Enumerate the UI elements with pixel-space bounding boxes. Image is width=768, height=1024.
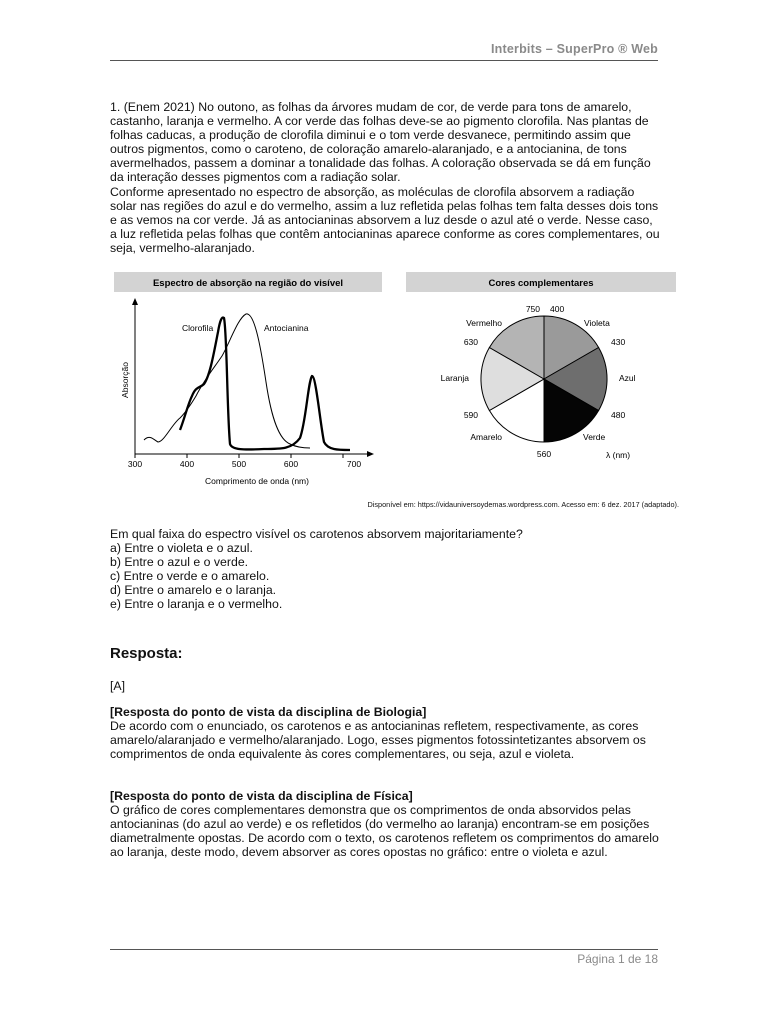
x-axis-arrow-icon [367,451,374,457]
x-tick-500: 500 [231,459,247,469]
question-block [110,527,660,612]
wheel-label-amarelo: Amarelo [470,432,502,442]
question-intro [110,100,660,255]
wl-560: 560 [536,449,552,459]
resposta-title: Resposta: [110,645,183,662]
spectrum-title: Espectro de absorção na região do visível [152,278,344,289]
chlorophyll-curve [180,318,350,450]
wheel-label-vermelho: Vermelho [466,318,502,328]
spectrum-xlabel: Comprimento de onda (nm) [205,476,309,486]
wl-630: 630 [463,337,478,347]
chlorophyll-label: Clorofila [182,323,214,333]
x-ticks [135,454,343,458]
page-header [110,42,658,61]
wheel-label-violeta: Violeta [584,318,610,328]
wheel-label-azul: Azul [619,373,636,383]
option-d: d) Entre o amarelo e o laranja. [110,583,277,598]
wl-590: 590 [463,410,478,420]
option-e: e) Entre o laranja e o vermelho. [110,597,283,612]
y-axis-arrow-icon [132,298,138,305]
intro-paragraph-1 [110,100,660,185]
figure [114,272,679,514]
header-brand: Interbits – SuperPro ® Web [491,42,658,56]
wheel-label-laranja: Laranja [440,373,469,383]
wheel-unit: λ (nm) [606,450,631,460]
biologia-block [110,705,660,761]
spectrum-ylabel: Absorção [120,362,130,398]
wl-400: 400 [550,304,565,314]
x-tick-300: 300 [127,459,143,469]
question-stem: Em qual faixa do espectro visível os carotenos absorvem majoritariamente? [110,527,523,541]
biologia-heading: [Resposta do ponto de vista da disciplina de Biologia] [110,705,427,719]
fisica-heading: [Resposta do ponto de vista da disciplina de Física] [110,789,413,803]
option-a: a) Entre o violeta e o azul. [110,541,253,556]
figure-graphics [114,272,679,514]
option-b: b) Entre o azul e o verde. [110,555,249,570]
question-number: 1. [110,100,121,114]
wheel-label-verde: Verde [583,432,606,442]
wl-430: 430 [611,337,626,347]
anthocyanin-label: Antocianina [264,323,309,333]
wheel-title: Cores complementares [488,278,594,289]
x-tick-400: 400 [179,459,195,469]
figure-source: Disponível em: https://vidauniversoydemas.wordpress.com. Acesso em: 6 dez. 2017 (adaptado). [367,500,679,509]
color-wheel [481,316,607,442]
x-tick-700: 700 [346,459,362,469]
intro-paragraph-2: Conforme apresentado no espectro de absorção, as moléculas de clorofila absorvem a radiação solar nas regiões do azul e do vermelho, assim a luz refletida pelas folhas tem falta desses dois tons e as vemos na cor verde. Já as antocianinas absorvem a luz desde o azul até o verde. Nesse caso, a luz refletida pelas folhas que contêm antocianinas aparece conforme as cores complementares, ou seja, vermelho-alaranjado. [110,184,660,255]
page-number: Página 1 de 18 [577,952,658,966]
x-tick-600: 600 [283,459,299,469]
fisica-text: O gráfico de cores complementares demonstra que os comprimentos de onda absorvidos pelas antocianinas (do azul ao verde) e os refletidos (do vermelho ao laranja) encontram-se em posições diametralmente opostas. De acordo com o texto, os carotenos refletem os comprimentos do amarelo ao laranja, deste modo, devem absorver as cores opostas no gráfico: entre o violeta e azul. [110,803,659,860]
wl-750: 750 [525,304,540,314]
fisica-block [110,789,660,859]
wl-480: 480 [611,410,626,420]
resposta-answer: [A] [110,679,126,693]
biologia-text: De acordo com o enunciado, os carotenos e as antocianinas refletem, respectivamente, as cores amarelo/alaranjado e vermelho/alaranjado. Logo, esses pigmentos fotossintetizantes absorvem os comprimentos de onda equivalente às cores complementares, ou seja, azul e violeta. [110,719,646,762]
intro-text-1: (Enem 2021) No outono, as folhas da árvores mudam de cor, de verde para tons de amarelo, castanho, laranja e vermelho. A cor verde das folhas deve-se ao pigmento clorofila. Nas plantas de folhas caducas, a produção de clorofila diminui e o tom verde desvanece, permitindo assim que outros pigmentos, como o caroteno, de coloração amarelo-alaranjado, e a antocianina, de tons avermelhados, passem a dominar a tonalidade das folhas. A coloração observada se dá em função da interação desses pigmentos com a radiação solar. [110,100,651,185]
option-c: c) Entre o verde e o amarelo. [110,569,270,584]
page-footer [110,949,658,966]
